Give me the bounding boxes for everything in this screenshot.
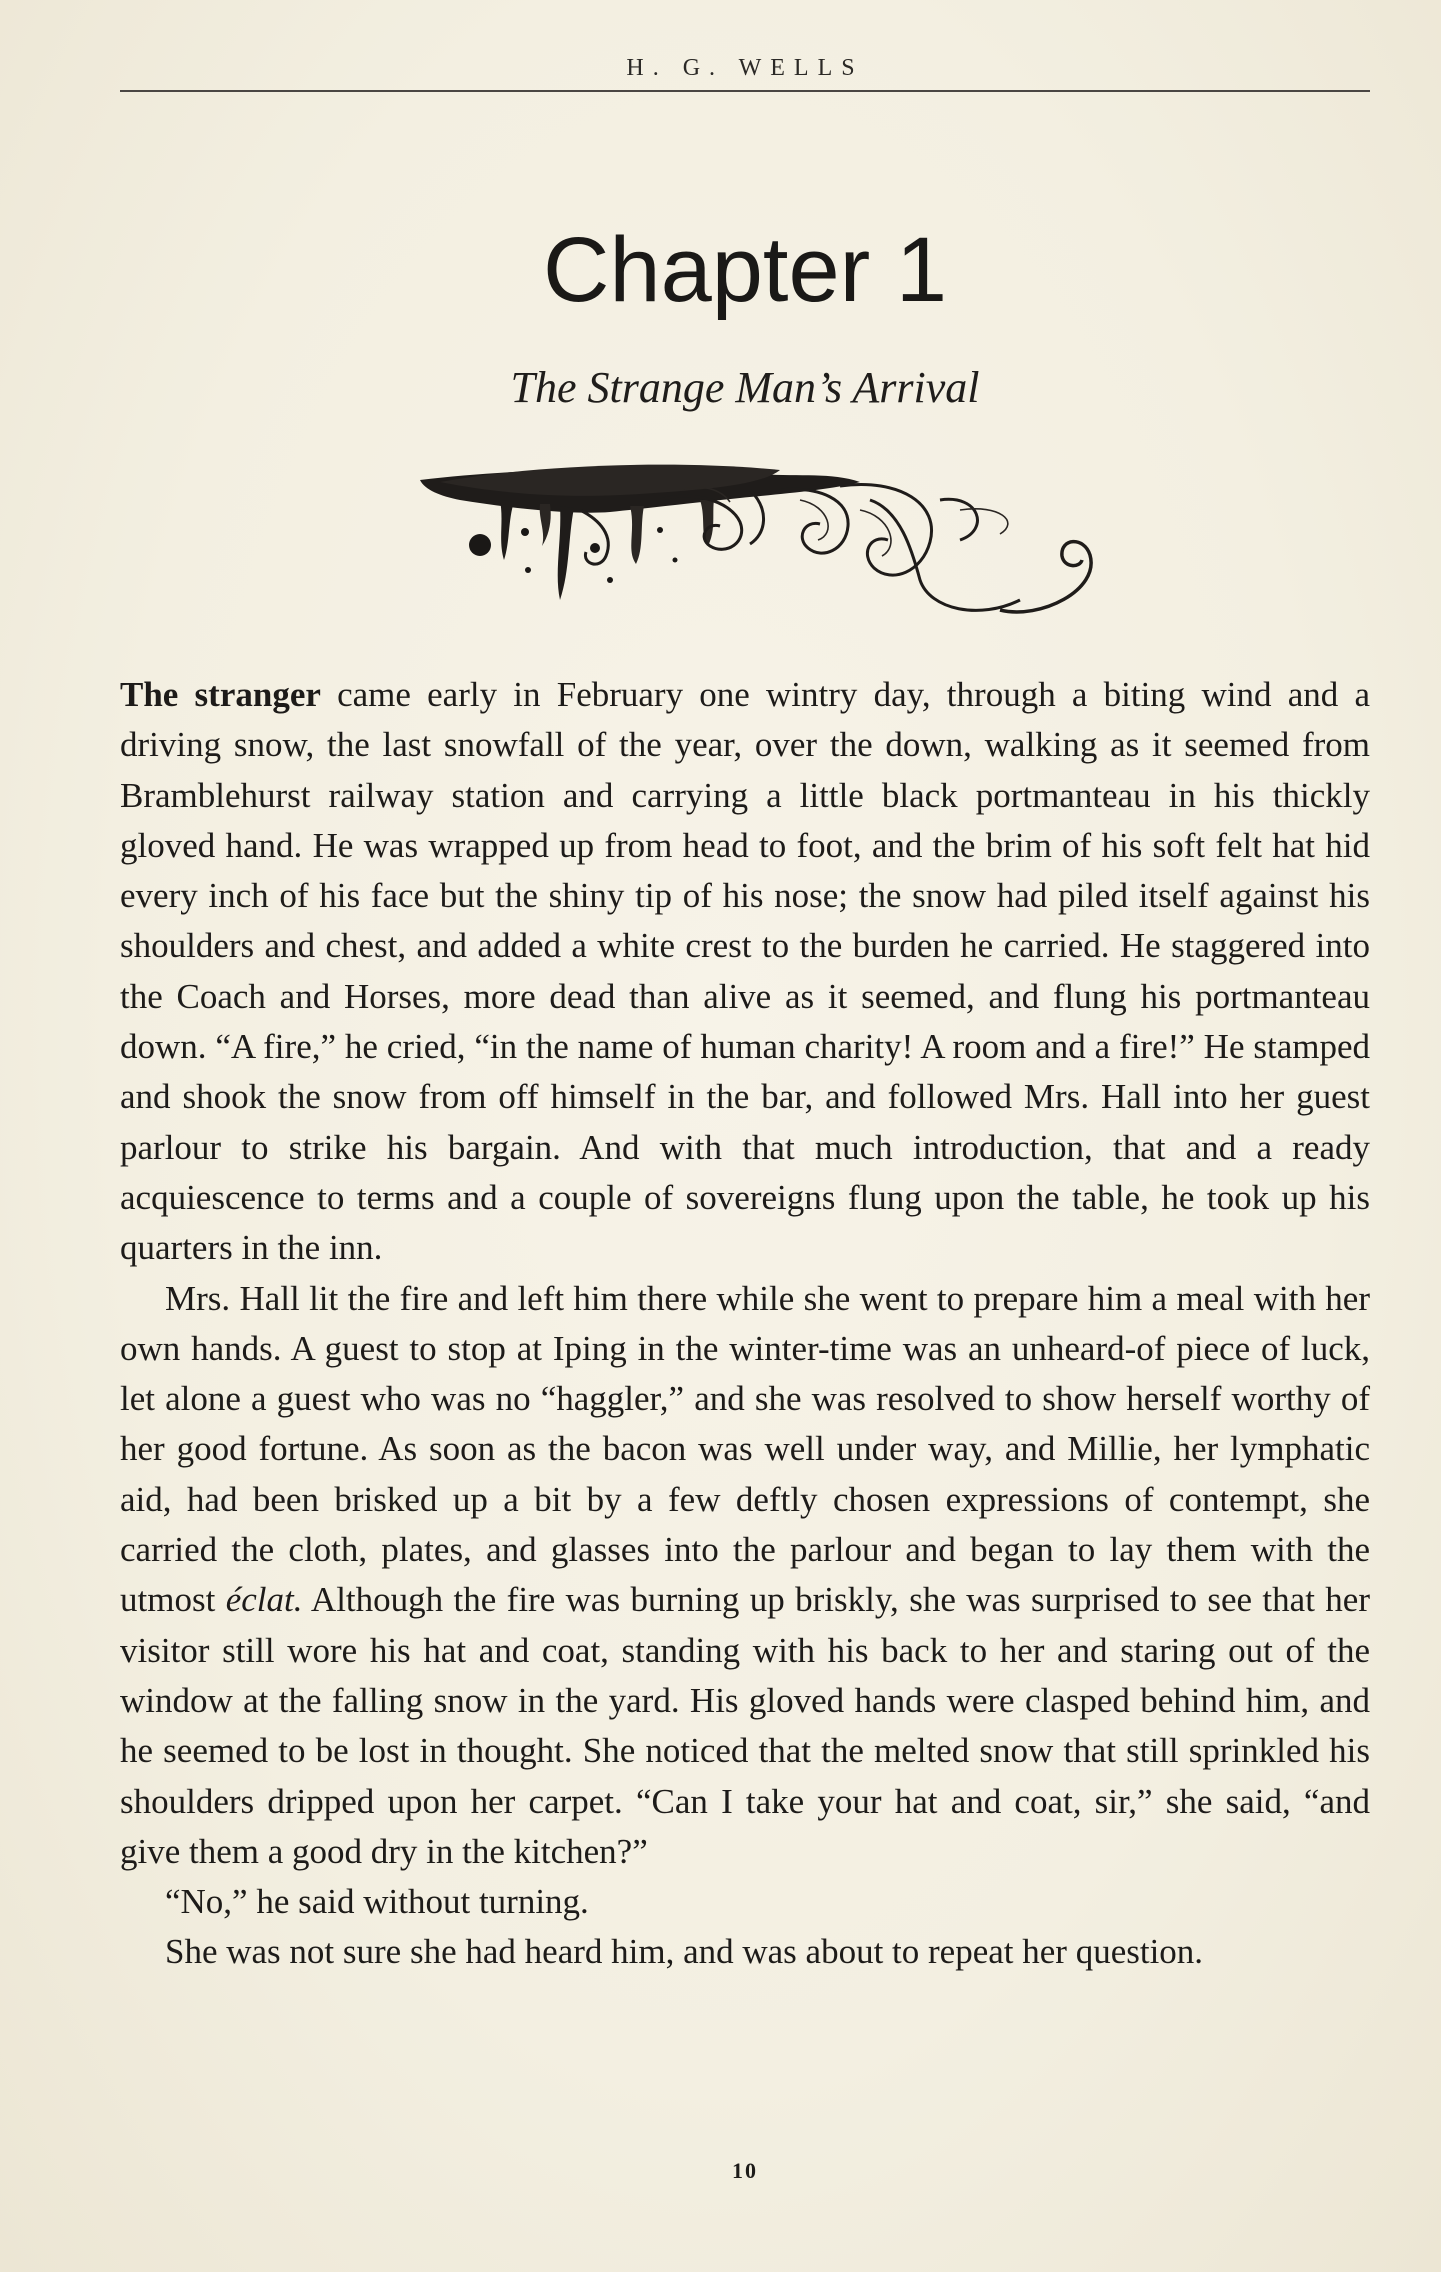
paragraph-2 [120, 1274, 1370, 1878]
paragraph-2-text-b: Although the fire was burning up briskly, she was surprised to see that her visitor still wore his hat and coat, standing with his back to her and staring out of the window at the falling snow in the yard. His gloved hands were clasped behind him, and he seemed to be lost in thought. She noticed that the melted snow that still sprinkled his shoulders dripped upon her carpet. “Can I take your hat and coat, sir,” she said, “and give them a good dry in the kitchen?” [120, 1580, 1370, 1871]
paragraph-3: “No,” he said without turning. [165, 1882, 589, 1922]
lead-in-bold: The stranger [120, 675, 321, 714]
chapter-subtitle: The Strange Man’s Arrival [510, 363, 980, 412]
paragraph-1 [120, 670, 1370, 1274]
ink-flourish-ornament [400, 460, 1120, 630]
page-number: 10 [732, 2158, 758, 2183]
running-head: H. G. WELLS [626, 55, 864, 81]
chapter-title: Chapter 1 [542, 219, 948, 321]
chapter-body [120, 670, 1370, 1978]
paragraph-1-text: came early in February one wintry day, through a biting wind and a driving snow, the last snowfall of the year, over the down, walking as it seemed from Bramblehurst railway station and carrying a little black portmanteau in his thickly gloved hand. He was wrapped up from head to foot, and the brim of his soft felt hat hid every inch of his face but the shiny tip of his nose; the snow had piled itself against his shoulders and chest, and added a white crest to the burden he carried. He staggered into the Coach and Horses, more dead than alive as it seemed, and flung his portmanteau down. “A fire,” he cried, “in the name of human charity! A room and a fire!” He stamped and shook the snow from off himself in the bar, and followed Mrs. Hall into her guest parlour to strike his bargain. And with that much introduction, that and a ready acquiescence to terms and a couple of sovereigns flung upon the table, he took up his quarters in the inn. [120, 675, 1370, 1268]
paragraph-4: She was not sure she had heard him, and was about to repeat her question. [165, 1932, 1204, 1972]
paragraph-2-italic: éclat. [225, 1580, 303, 1620]
paragraph-2-text-a: Mrs. Hall lit the fire and left him there while she went to prepare him a meal with her own hands. A guest to stop at Iping in the winter-time was an unheard-of piece of luck, let alone a guest who was no “haggler,” and she was resolved to show herself worthy of her good fortune. As soon as the bacon was well under way, and Millie, her lymphatic aid, had been brisked up a bit by a few deftly chosen expressions of contempt, she carried the cloth, plates, and glasses into the parlour and began to lay them with the utmost [120, 1278, 1370, 1620]
header-rule [120, 90, 1370, 92]
